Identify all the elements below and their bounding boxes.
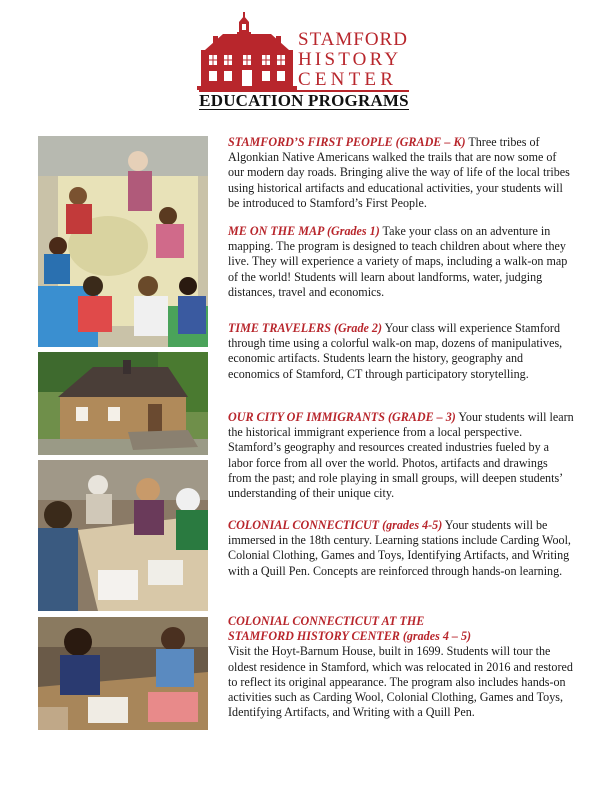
building-logo-icon	[197, 12, 297, 90]
program-title-line-2: STAMFORD HISTORY CENTER (grades 4 – 5)	[228, 629, 472, 644]
program-title: TIME TRAVELERS (Grade 2)	[228, 321, 382, 335]
program-description: Visit the Hoyt-Barnum House, built in 1699. Students will tour the oldest residence in Stamford, which was relocated in 2016 and restored to reflect its original appearance. The program also includes hands-on activities such as Carding Wool, Colonial Clothing, Games and Toys, Identifying Artifacts, and Writing with a Quill Pen.	[228, 644, 573, 720]
program-title: ME ON THE MAP (Grades 1)	[228, 224, 380, 238]
program-time-travelers	[228, 321, 574, 382]
program-title-line-1: COLONIAL CONNECTICUT AT THE	[228, 614, 425, 628]
program-title: STAMFORD’S FIRST PEOPLE (GRADE – K)	[228, 135, 466, 149]
photo-students-at-table	[38, 460, 208, 611]
program-colonial-connecticut	[228, 518, 574, 579]
org-name-line-1: STAMFORD	[298, 29, 408, 50]
page-title: EDUCATION PROGRAMS	[199, 91, 409, 110]
photo-classroom-floor-map	[38, 136, 208, 347]
program-first-people	[228, 135, 574, 211]
program-city-of-immigrants	[228, 410, 574, 501]
program-colonial-connecticut-at-center	[228, 614, 574, 720]
org-name-line-2: HISTORY	[298, 49, 402, 70]
org-name-line-3: CENTER	[298, 69, 398, 90]
org-name	[298, 30, 428, 90]
program-description: Take your class on an adventure in mapping. The program is designed to teach children about where they live. They will experience a variety of maps, including a walk-on map of the world! Students will learn about landforms, water, judging distances, travel and economics.	[228, 224, 568, 299]
program-title: OUR CITY OF IMMIGRANTS (GRADE – 3)	[228, 410, 456, 424]
program-me-on-the-map	[228, 224, 574, 300]
program-title: COLONIAL CONNECTICUT (grades 4-5)	[228, 518, 443, 532]
program-description: Three tribes of Algonkian Native Americans walked the trails that are now some of our modern day roads. Bringing alive the way of life of the local tribes using historical artifacts and educational activities, your students will be introduced to Stamford’s First People.	[228, 135, 570, 210]
photo-hoyt-barnum-house	[38, 352, 208, 455]
program-description: Your class will experience Stamford through time using a colorful walk-on map, dozens of manipulatives, economic artifacts. Students learn the history, geography and economics of Stamford, CT through participatory storytelling.	[228, 321, 563, 381]
program-description: Your students will learn the historical immigrant experience from a local perspective. Stamford’s geography and resources created industries fueled by a labor force from all over the world. Photos, artifacts and drawings from the past; and role playing in small groups, will deepen students’ understanding of their unique city.	[228, 410, 574, 501]
page-header	[0, 0, 612, 110]
program-description: Your students will be immersed in the 18th century. Learning stations include Carding Wool, Colonial Clothing, Games and Toys, Identifying Artifacts, and Writing with a Quill Pen. Concepts are reinforced through hands-on learning.	[228, 518, 571, 578]
photo-students-writing	[38, 617, 208, 730]
